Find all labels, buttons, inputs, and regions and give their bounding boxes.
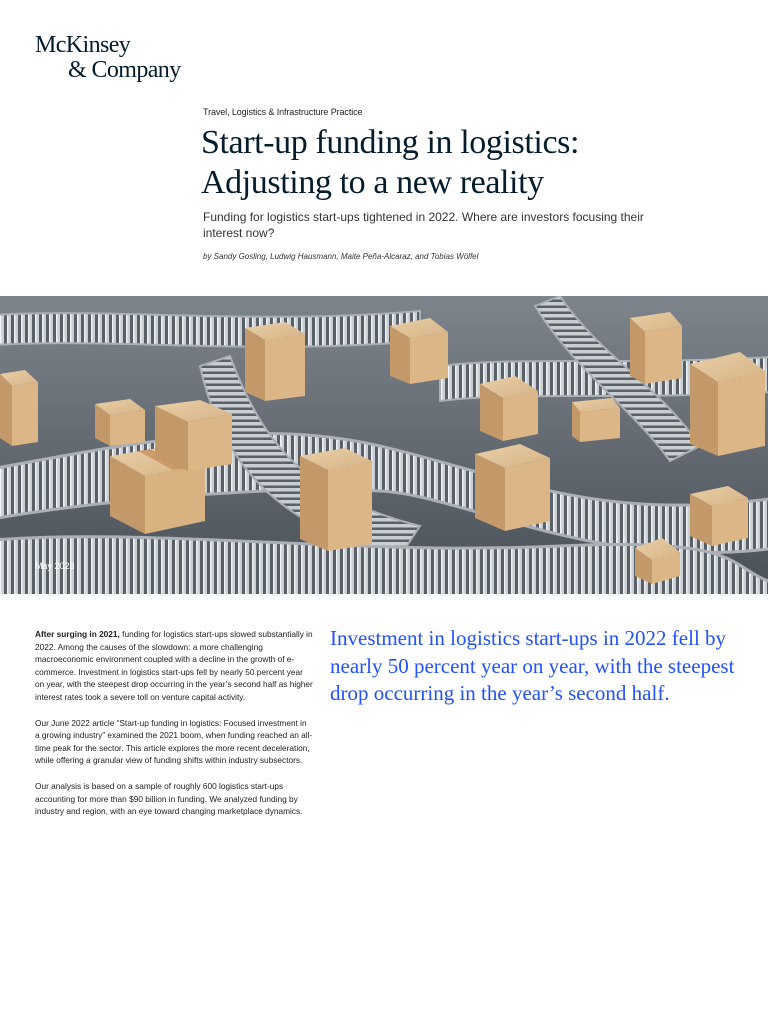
logo-line-2: & Company — [68, 57, 181, 83]
body-paragraph-2: Our June 2022 article “Start-up funding in logistics: Focused investment in a growing industry” examined the 2021 boom, when funding reached an all-time peak for the sector. This article explores the more recent deceleration, while offering a granular view of funding shifts within industry subsectors. — [35, 717, 313, 766]
pull-quote: Investment in logistics start-ups in 2022 fell by nearly 50 percent year on year, with the steepest drop occurring in the year’s second half. — [330, 626, 735, 705]
logo-line-1: McKinsey — [35, 32, 131, 58]
article-body — [35, 628, 313, 831]
article-title — [201, 123, 741, 203]
body-paragraph-1 — [35, 628, 313, 704]
paragraph-1-text: funding for logistics start-ups slowed substantially in 2022. Among the causes of the slowdown: a more challenging macroeconomic environment coupled with a decline in the growth of e-commerce. Investment in logistics start-ups fell by nearly 50 percent year on year, with the steepest drop occurring in the year’s second half as higher interest rates took a severe toll on venture capital activity. — [35, 629, 313, 702]
title-line-1: Start-up funding in logistics: — [201, 124, 580, 161]
publication-date: May 2023 — [35, 561, 75, 571]
author-byline: by Sandy Gosling, Ludwig Hausmann, Maite Peña-Alcaraz, and Tobias Wölfel — [203, 252, 479, 261]
mckinsey-logo — [35, 33, 181, 83]
article-subtitle: Funding for logistics start-ups tightened in 2022. Where are investors focusing their interest now? — [203, 210, 644, 240]
title-line-2: Adjusting to a new reality — [201, 164, 544, 201]
paragraph-lead-in: After surging in 2021, — [35, 629, 120, 639]
hero-image-conveyor-boxes — [0, 296, 768, 594]
body-paragraph-3: Our analysis is based on a sample of roughly 600 logistics start-ups accounting for more than $90 billion in funding. We analyzed funding by industry and region, with an eye toward changing marketplace dynamics. — [35, 780, 303, 817]
practice-label: Travel, Logistics & Infrastructure Practice — [203, 107, 363, 117]
